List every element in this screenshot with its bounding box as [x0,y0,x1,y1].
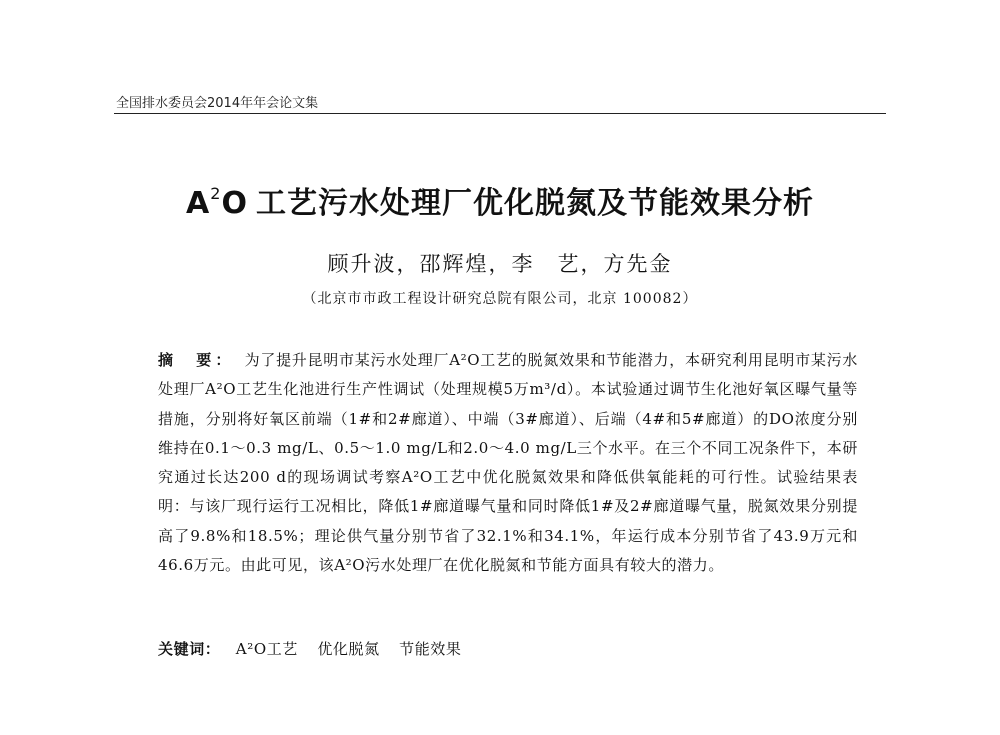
keyword-item: 优化脱氮 [317,640,380,658]
keyword-item: 节能效果 [399,640,462,658]
abstract-label: 摘 要： [158,351,235,369]
title-o: O [221,186,248,221]
paper-title [0,178,1000,222]
running-header: 全国排水委员会2014年年会论文集 [116,96,319,111]
title-prefix: A [186,186,211,221]
affiliation: （北京市市政工程设计研究总院有限公司，北京 100082） [302,291,698,307]
abstract-text: 为了提升昆明市某污水处理厂A²O工艺的脱氮效果和节能潜力，本研究利用昆明市某污水处理厂A²O工艺生化池进行生产性调试（处理规模5万m³/d）。本试验通过调节生化池好氧区曝气量等措施，分别将好氧区前端（1#和2#廊道）、中端（3#廊道）、后端（4#和5#廊道）的DO浓度分别维持在0.1～0.3 mg/L、0.5～1.0 mg/L和2.0～4.0 mg/L三个水平。在三个不同工况条件下，本研究通过长达200 d的现场调试考察A²O工艺中优化脱氮效果和降低供氧能耗的可行性。试验结果表明：与该厂现行运行工况相比，降低1#廊道曝气量和同时降低1#及2#廊道曝气量，脱氮效果分别提高了9.8%和18.5%；理论供气量分别节省了32.1%和34.1%，年运行成本分别节省了43.9万元和46.6万元。由此可见，该A²O污水处理厂在优化脱氮和节能方面具有较大的潜力。 [158,351,858,575]
title-superscript: 2 [210,184,222,203]
keyword-item: A²O工艺 [235,640,298,658]
keywords [158,638,476,659]
authors: 顾升波，邵辉煌，李 艺，方先金 [327,252,673,276]
title-rest: 工艺污水处理厂优化脱氮及节能效果分析 [255,186,814,221]
keywords-label: 关键词： [158,640,221,658]
header-rule [114,113,886,114]
abstract [158,346,858,580]
